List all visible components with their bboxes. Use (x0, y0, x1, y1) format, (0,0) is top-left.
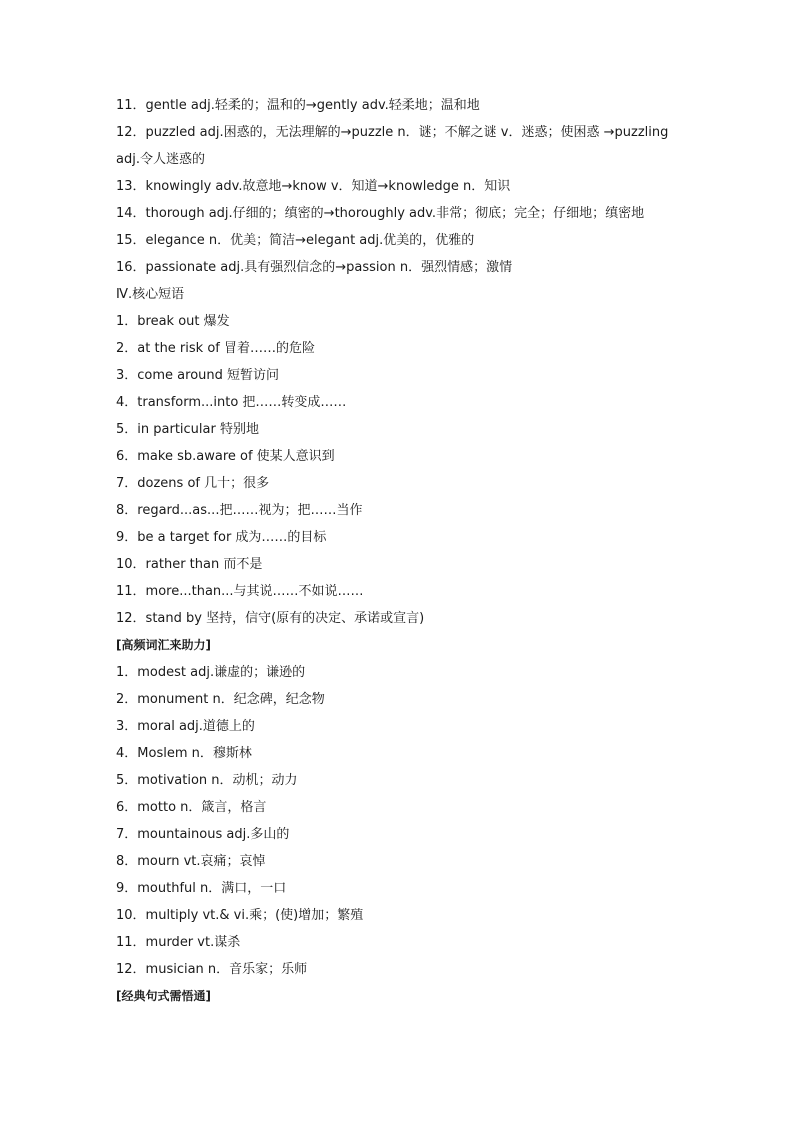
vocab-item: 2．monument n．纪念碑，纪念物 (116, 692, 325, 707)
word-item: 15．elegance n．优美；简洁→elegant adj.优美的，优雅的 (116, 233, 475, 248)
vocab-item: 5．motivation n．动机；动力 (116, 773, 298, 788)
vocab-item: 12．musician n．音乐家；乐师 (116, 962, 308, 977)
document-page (116, 92, 696, 1010)
phrase-item: 7．dozens of 几十；很多 (116, 476, 270, 491)
section-heading-classic-sentences: [经典句式需悟通] (116, 989, 211, 1003)
phrase-item: 5．in particular 特别地 (116, 422, 259, 437)
phrase-item: 9．be a target for 成为……的目标 (116, 530, 327, 545)
phrase-item: 8．regard...as...把……视为；把……当作 (116, 503, 363, 518)
phrase-item: 3．come around 短暂访问 (116, 368, 280, 383)
phrase-item: 1．break out 爆发 (116, 314, 230, 329)
phrase-item: 12．stand by 坚持，信守(原有的决定、承诺或宣言) (116, 611, 425, 626)
vocab-item: 11．murder vt.谋杀 (116, 935, 241, 950)
vocab-item: 1．modest adj.谦虚的；谦逊的 (116, 665, 306, 680)
phrase-item: 10．rather than 而不是 (116, 557, 263, 572)
phrase-item: 2．at the risk of 冒着……的危险 (116, 341, 315, 356)
vocab-item: 4．Moslem n．穆斯林 (116, 746, 252, 761)
vocab-item: 9．mouthful n．满口，一口 (116, 881, 287, 896)
vocab-item: 8．mourn vt.哀痛；哀悼 (116, 854, 266, 869)
section-heading-high-frequency-words: [高频词汇来助力] (116, 638, 211, 652)
phrase-item: 6．make sb.aware of 使某人意识到 (116, 449, 335, 464)
word-item: 13．knowingly adv.故意地→know v．知道→knowledge n．知识 (116, 179, 511, 194)
vocab-item: 3．moral adj.道德上的 (116, 719, 255, 734)
vocab-item: 6．motto n．箴言，格言 (116, 800, 267, 815)
phrase-item: 4．transform...into 把……转变成…… (116, 395, 347, 410)
phrase-item: 11．more...than...与其说……不如说…… (116, 584, 364, 599)
word-item: 16．passionate adj.具有强烈信念的→passion n．强烈情感；激情 (116, 260, 513, 275)
vocab-item: 10．multiply vt.& vi.乘；(使)增加；繁殖 (116, 908, 364, 923)
word-item: 11．gentle adj.轻柔的；温和的→gently adv.轻柔地；温和地 (116, 98, 480, 113)
word-item: 14．thorough adj.仔细的；缜密的→thoroughly adv.非常；彻底；完全；仔细地；缜密地 (116, 206, 645, 221)
vocab-item: 7．mountainous adj.多山的 (116, 827, 290, 842)
word-item: 12．puzzled adj.困惑的，无法理解的→puzzle n．谜；不解之谜 v．迷惑；使困惑 →puzzling adj.令人迷惑的 (116, 125, 669, 167)
section-heading-core-phrases: Ⅳ.核心短语 (116, 287, 185, 302)
